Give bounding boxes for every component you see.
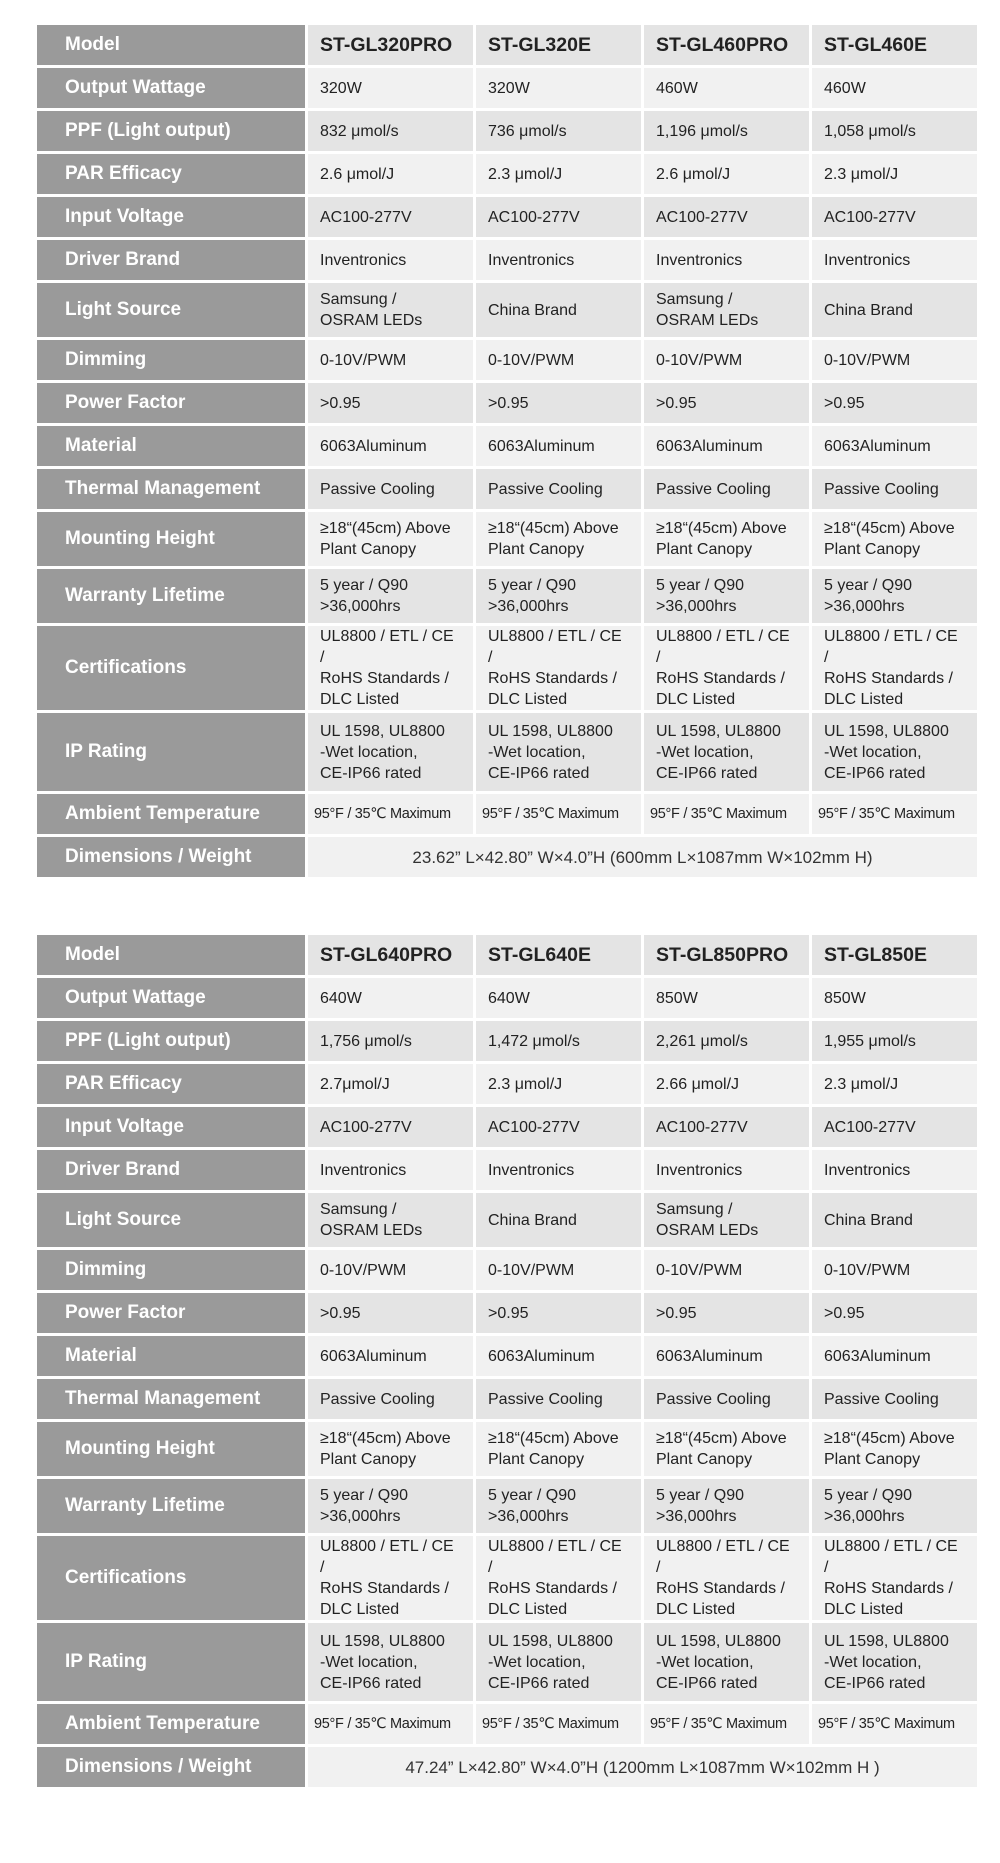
row-label-dimming: Dimming (37, 1250, 305, 1290)
ppf-cell: 1,196 μmol/s (644, 111, 809, 151)
light-source-cell: Samsung / OSRAM LEDs (308, 283, 473, 337)
power-factor-cell: >0.95 (644, 383, 809, 423)
ambient-temperature-cell: 95°F / 35℃ Maximum (476, 794, 641, 834)
ip-rating-cell: UL 1598, UL8800 -Wet location, CE-IP66 rated (476, 1623, 641, 1701)
table-row-output-wattage (37, 978, 977, 1018)
input-voltage-cell: AC100-277V (812, 1107, 977, 1147)
spec-table-2 (34, 932, 980, 1790)
thermal-management-cell: Passive Cooling (812, 1379, 977, 1419)
ambient-temperature-cell: 95°F / 35℃ Maximum (644, 1704, 809, 1744)
dimming-cell: 0-10V/PWM (476, 1250, 641, 1290)
table-row-warranty-lifetime (37, 1479, 977, 1533)
table-row-certifications (37, 626, 977, 710)
thermal-management-cell: Passive Cooling (308, 1379, 473, 1419)
row-label-mounting-height: Mounting Height (37, 512, 305, 566)
input-voltage-cell: AC100-277V (476, 1107, 641, 1147)
output-wattage-cell: 460W (644, 68, 809, 108)
thermal-management-cell: Passive Cooling (644, 469, 809, 509)
warranty-lifetime-cell: 5 year / Q90 >36,000hrs (308, 569, 473, 623)
power-factor-cell: >0.95 (476, 383, 641, 423)
mounting-height-cell: ≥18“(45cm) Above Plant Canopy (812, 1422, 977, 1476)
row-label-ip-rating: IP Rating (37, 713, 305, 791)
output-wattage-cell: 320W (476, 68, 641, 108)
row-label-model: Model (37, 935, 305, 975)
material-cell: 6063Aluminum (644, 426, 809, 466)
ip-rating-cell: UL 1598, UL8800 -Wet location, CE-IP66 rated (308, 713, 473, 791)
row-label-dimensions-weight: Dimensions / Weight (37, 1747, 305, 1787)
row-label-material: Material (37, 1336, 305, 1376)
table-row-ip-rating (37, 713, 977, 791)
table-row-ppf (37, 111, 977, 151)
driver-brand-cell: Inventronics (308, 1150, 473, 1190)
certifications-cell: UL8800 / ETL / CE / RoHS Standards / DLC Listed (308, 1536, 473, 1620)
model-name: ST-GL640PRO (308, 935, 473, 975)
thermal-management-cell: Passive Cooling (812, 469, 977, 509)
material-cell: 6063Aluminum (308, 1336, 473, 1376)
ppf-cell: 1,058 μmol/s (812, 111, 977, 151)
table-row-par-efficacy (37, 154, 977, 194)
table-row-par-efficacy (37, 1064, 977, 1104)
table-row-mounting-height (37, 1422, 977, 1476)
ip-rating-cell: UL 1598, UL8800 -Wet location, CE-IP66 rated (644, 713, 809, 791)
row-label-par-efficacy: PAR Efficacy (37, 154, 305, 194)
dimming-cell: 0-10V/PWM (308, 340, 473, 380)
material-cell: 6063Aluminum (644, 1336, 809, 1376)
input-voltage-cell: AC100-277V (308, 197, 473, 237)
row-label-dimming: Dimming (37, 340, 305, 380)
dimming-cell: 0-10V/PWM (812, 340, 977, 380)
certifications-cell: UL8800 / ETL / CE / RoHS Standards / DLC Listed (812, 1536, 977, 1620)
output-wattage-cell: 640W (308, 978, 473, 1018)
model-name: ST-GL320E (476, 25, 641, 65)
certifications-cell: UL8800 / ETL / CE / RoHS Standards / DLC Listed (644, 1536, 809, 1620)
ambient-temperature-cell: 95°F / 35℃ Maximum (308, 1704, 473, 1744)
certifications-cell: UL8800 / ETL / CE / RoHS Standards / DLC Listed (644, 626, 809, 710)
table-row-mounting-height (37, 512, 977, 566)
light-source-cell: China Brand (812, 283, 977, 337)
table-row-material (37, 1336, 977, 1376)
table-row-ppf (37, 1021, 977, 1061)
output-wattage-cell: 640W (476, 978, 641, 1018)
power-factor-cell: >0.95 (308, 1293, 473, 1333)
row-label-dimensions-weight: Dimensions / Weight (37, 837, 305, 877)
table-row-dimming (37, 340, 977, 380)
table-row-warranty-lifetime (37, 569, 977, 623)
table-row-model (37, 935, 977, 975)
light-source-cell: Samsung / OSRAM LEDs (308, 1193, 473, 1247)
output-wattage-cell: 850W (812, 978, 977, 1018)
row-label-par-efficacy: PAR Efficacy (37, 1064, 305, 1104)
dimming-cell: 0-10V/PWM (476, 340, 641, 380)
driver-brand-cell: Inventronics (644, 1150, 809, 1190)
table-row-power-factor (37, 383, 977, 423)
row-label-certifications: Certifications (37, 626, 305, 710)
table-row-material (37, 426, 977, 466)
mounting-height-cell: ≥18“(45cm) Above Plant Canopy (812, 512, 977, 566)
material-cell: 6063Aluminum (308, 426, 473, 466)
light-source-cell: Samsung / OSRAM LEDs (644, 1193, 809, 1247)
row-label-output-wattage: Output Wattage (37, 68, 305, 108)
row-label-input-voltage: Input Voltage (37, 197, 305, 237)
row-label-ppf: PPF (Light output) (37, 111, 305, 151)
row-label-material: Material (37, 426, 305, 466)
driver-brand-cell: Inventronics (812, 1150, 977, 1190)
certifications-cell: UL8800 / ETL / CE / RoHS Standards / DLC Listed (812, 626, 977, 710)
ambient-temperature-cell: 95°F / 35℃ Maximum (476, 1704, 641, 1744)
row-label-light-source: Light Source (37, 1193, 305, 1247)
row-label-driver-brand: Driver Brand (37, 1150, 305, 1190)
table-row-input-voltage (37, 197, 977, 237)
thermal-management-cell: Passive Cooling (308, 469, 473, 509)
light-source-cell: China Brand (476, 283, 641, 337)
model-name: ST-GL640E (476, 935, 641, 975)
table-row-dimming (37, 1250, 977, 1290)
thermal-management-cell: Passive Cooling (644, 1379, 809, 1419)
dimming-cell: 0-10V/PWM (644, 1250, 809, 1290)
row-label-thermal-management: Thermal Management (37, 1379, 305, 1419)
table-row-light-source (37, 1193, 977, 1247)
table-row-ambient-temperature (37, 1704, 977, 1744)
input-voltage-cell: AC100-277V (476, 197, 641, 237)
table-row-output-wattage (37, 68, 977, 108)
table-row-driver-brand (37, 1150, 977, 1190)
certifications-cell: UL8800 / ETL / CE / RoHS Standards / DLC Listed (476, 1536, 641, 1620)
dimming-cell: 0-10V/PWM (308, 1250, 473, 1290)
warranty-lifetime-cell: 5 year / Q90 >36,000hrs (476, 569, 641, 623)
par-efficacy-cell: 2.7μmol/J (308, 1064, 473, 1104)
driver-brand-cell: Inventronics (476, 1150, 641, 1190)
ppf-cell: 1,756 μmol/s (308, 1021, 473, 1061)
row-label-mounting-height: Mounting Height (37, 1422, 305, 1476)
certifications-cell: UL8800 / ETL / CE / RoHS Standards / DLC Listed (308, 626, 473, 710)
ppf-cell: 1,472 μmol/s (476, 1021, 641, 1061)
mounting-height-cell: ≥18“(45cm) Above Plant Canopy (476, 512, 641, 566)
material-cell: 6063Aluminum (476, 426, 641, 466)
driver-brand-cell: Inventronics (308, 240, 473, 280)
row-label-ip-rating: IP Rating (37, 1623, 305, 1701)
ppf-cell: 832 μmol/s (308, 111, 473, 151)
spec-table-1 (34, 22, 980, 880)
table-row-driver-brand (37, 240, 977, 280)
warranty-lifetime-cell: 5 year / Q90 >36,000hrs (644, 569, 809, 623)
ip-rating-cell: UL 1598, UL8800 -Wet location, CE-IP66 rated (812, 1623, 977, 1701)
table-row-thermal-management (37, 469, 977, 509)
row-label-light-source: Light Source (37, 283, 305, 337)
row-label-ambient-temperature: Ambient Temperature (37, 794, 305, 834)
light-source-cell: China Brand (476, 1193, 641, 1247)
ip-rating-cell: UL 1598, UL8800 -Wet location, CE-IP66 rated (644, 1623, 809, 1701)
input-voltage-cell: AC100-277V (308, 1107, 473, 1147)
row-label-model: Model (37, 25, 305, 65)
ambient-temperature-cell: 95°F / 35℃ Maximum (644, 794, 809, 834)
light-source-cell: China Brand (812, 1193, 977, 1247)
certifications-cell: UL8800 / ETL / CE / RoHS Standards / DLC Listed (476, 626, 641, 710)
row-label-thermal-management: Thermal Management (37, 469, 305, 509)
row-label-ambient-temperature: Ambient Temperature (37, 1704, 305, 1744)
ip-rating-cell: UL 1598, UL8800 -Wet location, CE-IP66 rated (308, 1623, 473, 1701)
power-factor-cell: >0.95 (644, 1293, 809, 1333)
power-factor-cell: >0.95 (476, 1293, 641, 1333)
material-cell: 6063Aluminum (812, 426, 977, 466)
row-label-warranty-lifetime: Warranty Lifetime (37, 569, 305, 623)
power-factor-cell: >0.95 (812, 1293, 977, 1333)
dimming-cell: 0-10V/PWM (644, 340, 809, 380)
row-label-ppf: PPF (Light output) (37, 1021, 305, 1061)
par-efficacy-cell: 2.6 μmol/J (308, 154, 473, 194)
power-factor-cell: >0.95 (308, 383, 473, 423)
par-efficacy-cell: 2.3 μmol/J (812, 154, 977, 194)
ambient-temperature-cell: 95°F / 35℃ Maximum (812, 1704, 977, 1744)
row-label-input-voltage: Input Voltage (37, 1107, 305, 1147)
output-wattage-cell: 320W (308, 68, 473, 108)
warranty-lifetime-cell: 5 year / Q90 >36,000hrs (812, 1479, 977, 1533)
row-label-driver-brand: Driver Brand (37, 240, 305, 280)
model-name: ST-GL460PRO (644, 25, 809, 65)
ip-rating-cell: UL 1598, UL8800 -Wet location, CE-IP66 rated (476, 713, 641, 791)
ppf-cell: 1,955 μmol/s (812, 1021, 977, 1061)
par-efficacy-cell: 2.6 μmol/J (644, 154, 809, 194)
par-efficacy-cell: 2.66 μmol/J (644, 1064, 809, 1104)
driver-brand-cell: Inventronics (812, 240, 977, 280)
warranty-lifetime-cell: 5 year / Q90 >36,000hrs (644, 1479, 809, 1533)
mounting-height-cell: ≥18“(45cm) Above Plant Canopy (308, 512, 473, 566)
ambient-temperature-cell: 95°F / 35℃ Maximum (308, 794, 473, 834)
output-wattage-cell: 850W (644, 978, 809, 1018)
mounting-height-cell: ≥18“(45cm) Above Plant Canopy (644, 1422, 809, 1476)
table-row-input-voltage (37, 1107, 977, 1147)
table-row-ambient-temperature (37, 794, 977, 834)
table-row-ip-rating (37, 1623, 977, 1701)
model-name: ST-GL850E (812, 935, 977, 975)
mounting-height-cell: ≥18“(45cm) Above Plant Canopy (476, 1422, 641, 1476)
input-voltage-cell: AC100-277V (812, 197, 977, 237)
warranty-lifetime-cell: 5 year / Q90 >36,000hrs (812, 569, 977, 623)
model-name: ST-GL460E (812, 25, 977, 65)
table-row-certifications (37, 1536, 977, 1620)
table-row-power-factor (37, 1293, 977, 1333)
row-label-output-wattage: Output Wattage (37, 978, 305, 1018)
par-efficacy-cell: 2.3 μmol/J (476, 1064, 641, 1104)
table-row-dimensions-weight (37, 837, 977, 877)
par-efficacy-cell: 2.3 μmol/J (476, 154, 641, 194)
ip-rating-cell: UL 1598, UL8800 -Wet location, CE-IP66 rated (812, 713, 977, 791)
table-row-light-source (37, 283, 977, 337)
dimensions-weight-cell: 23.62” L×42.80” W×4.0”H (600mm L×1087mm W×102mm H) (308, 837, 977, 877)
mounting-height-cell: ≥18“(45cm) Above Plant Canopy (308, 1422, 473, 1476)
row-label-certifications: Certifications (37, 1536, 305, 1620)
model-name: ST-GL320PRO (308, 25, 473, 65)
model-name: ST-GL850PRO (644, 935, 809, 975)
ppf-cell: 736 μmol/s (476, 111, 641, 151)
dimensions-weight-cell: 47.24” L×42.80” W×4.0”H (1200mm L×1087mm W×102mm H ) (308, 1747, 977, 1787)
dimming-cell: 0-10V/PWM (812, 1250, 977, 1290)
input-voltage-cell: AC100-277V (644, 197, 809, 237)
table-row-thermal-management (37, 1379, 977, 1419)
driver-brand-cell: Inventronics (644, 240, 809, 280)
ambient-temperature-cell: 95°F / 35℃ Maximum (812, 794, 977, 834)
thermal-management-cell: Passive Cooling (476, 1379, 641, 1419)
warranty-lifetime-cell: 5 year / Q90 >36,000hrs (476, 1479, 641, 1533)
row-label-warranty-lifetime: Warranty Lifetime (37, 1479, 305, 1533)
input-voltage-cell: AC100-277V (644, 1107, 809, 1147)
light-source-cell: Samsung / OSRAM LEDs (644, 283, 809, 337)
table-row-model (37, 25, 977, 65)
mounting-height-cell: ≥18“(45cm) Above Plant Canopy (644, 512, 809, 566)
par-efficacy-cell: 2.3 μmol/J (812, 1064, 977, 1104)
material-cell: 6063Aluminum (476, 1336, 641, 1376)
driver-brand-cell: Inventronics (476, 240, 641, 280)
power-factor-cell: >0.95 (812, 383, 977, 423)
row-label-power-factor: Power Factor (37, 1293, 305, 1333)
row-label-power-factor: Power Factor (37, 383, 305, 423)
warranty-lifetime-cell: 5 year / Q90 >36,000hrs (308, 1479, 473, 1533)
output-wattage-cell: 460W (812, 68, 977, 108)
ppf-cell: 2,261 μmol/s (644, 1021, 809, 1061)
thermal-management-cell: Passive Cooling (476, 469, 641, 509)
material-cell: 6063Aluminum (812, 1336, 977, 1376)
table-row-dimensions-weight (37, 1747, 977, 1787)
